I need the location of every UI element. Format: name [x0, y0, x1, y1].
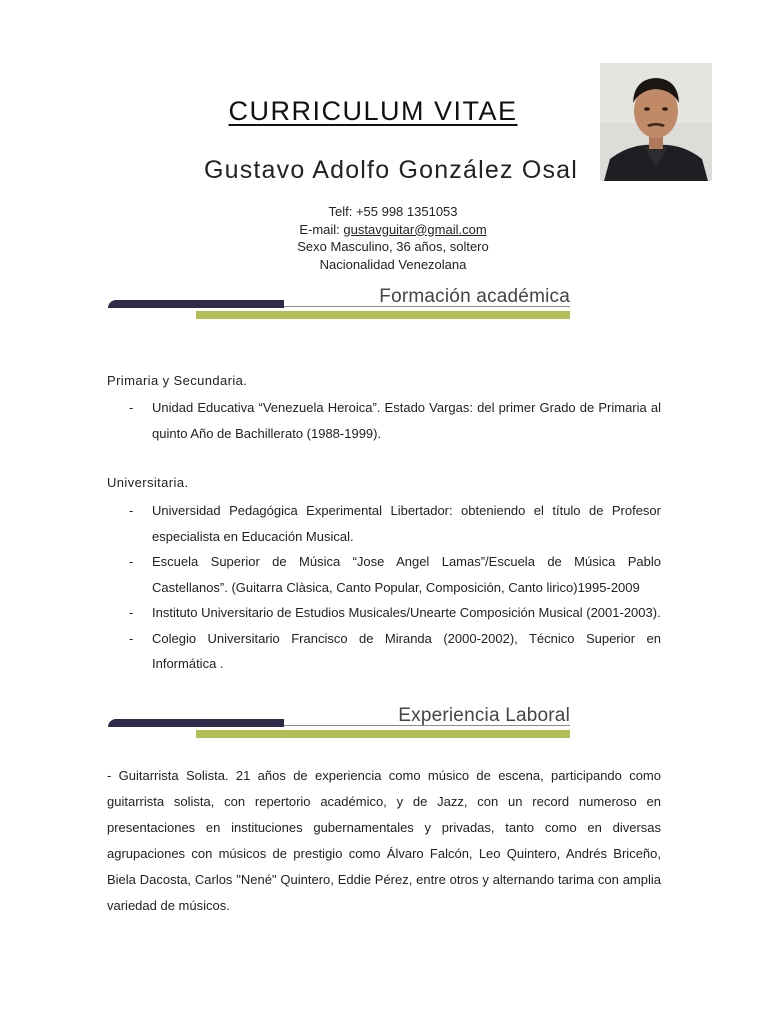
email-line — [0, 221, 768, 239]
list-item: - Instituto Universitario de Estudios Musicales/Unearte Composición Musical (2001-2003). — [129, 605, 661, 620]
list-item: - Colegio Universitario Francisco de Miranda (2000-2002), Técnico Superior en Informática . — [129, 630, 661, 671]
section-header-experiencia — [104, 701, 572, 741]
person-name: Gustavo Adolfo González Osal — [203, 156, 579, 184]
list-item-text: Unidad Educativa “Venezuela Heroica”. Estado Vargas: del primer Grado de Primaria al quinto Año de Bachillerato (1988-1999). — [152, 400, 661, 441]
document-title: CURRICULUM VITAE — [228, 96, 518, 126]
header-bar-green — [196, 730, 570, 738]
subheading-universitaria: Universitaria. — [107, 475, 189, 490]
university-list — [107, 498, 661, 677]
subheading-primaria: Primaria y Secundaria. — [107, 373, 248, 388]
list-item-text: Instituto Universitario de Estudios Musicales/Unearte Composición Musical (2001-2003). — [152, 605, 661, 620]
personal-info-text: Sexo Masculino, 36 años, soltero — [297, 239, 489, 254]
list-item-text: Escuela Superior de Música “Jose Angel Lamas”/Escuela de Música Pablo Castellanos”. (Guitarra Clàsica, Canto Popular, Composición, Canto lirico)1995-2009 — [152, 554, 661, 595]
phone-text: Telf: +55 998 1351053 — [328, 204, 458, 219]
section-title-formacion: Formación académica — [379, 286, 570, 307]
primary-list — [107, 395, 661, 446]
section-header-formacion — [104, 282, 572, 322]
section-title-experiencia: Experiencia Laboral — [398, 705, 570, 726]
header-bar-green — [196, 311, 570, 319]
contact-block — [0, 203, 768, 273]
experience-paragraph: - Guitarrista Solista. 21 años de experiencia como músico de escena, participando como guitarrista solista, con repertorio académico, y de Jazz, con un record numeroso en presentaciones en instituciones gubernamentales y privadas, tanto como en diversas agrupaciones con músicos de prestigio como Álvaro Falcón, Leo Quintero, Andrés Briceño, Biela Dacosta, Carlos "Nené" Quintero, Eddie Pérez, entre otros y alternando tarima con amplia variedad de músicos. — [107, 768, 661, 913]
list-item-text: Universidad Pedagógica Experimental Libertador: obteniendo el título de Profesor especialista en Educación Musical. — [152, 503, 661, 544]
list-item: - Universidad Pedagógica Experimental Libertador: obteniendo el título de Profesor especialista en Educación Musical. — [129, 503, 661, 544]
email-link[interactable]: gustavguitar@gmail.com — [343, 221, 487, 237]
email-label: E-mail: — [299, 221, 340, 237]
header-bar-dark — [108, 719, 284, 727]
profile-photo — [600, 63, 712, 181]
nationality-text: Nacionalidad Venezolana — [319, 256, 467, 272]
list-item-text: Colegio Universitario Francisco de Miranda (2000-2002), Técnico Superior en Informática . — [152, 630, 661, 671]
list-item: - Unidad Educativa “Venezuela Heroica”. Estado Vargas: del primer Grado de Primaria al quinto Año de Bachillerato (1988-1999). — [129, 400, 661, 441]
header-bar-dark — [108, 300, 284, 308]
list-item: - Escuela Superior de Música “Jose Angel Lamas”/Escuela de Música Pablo Castellanos”. (Guitarra Clàsica, Canto Popular, Composición, Canto lirico)1995-2009 — [129, 554, 661, 595]
